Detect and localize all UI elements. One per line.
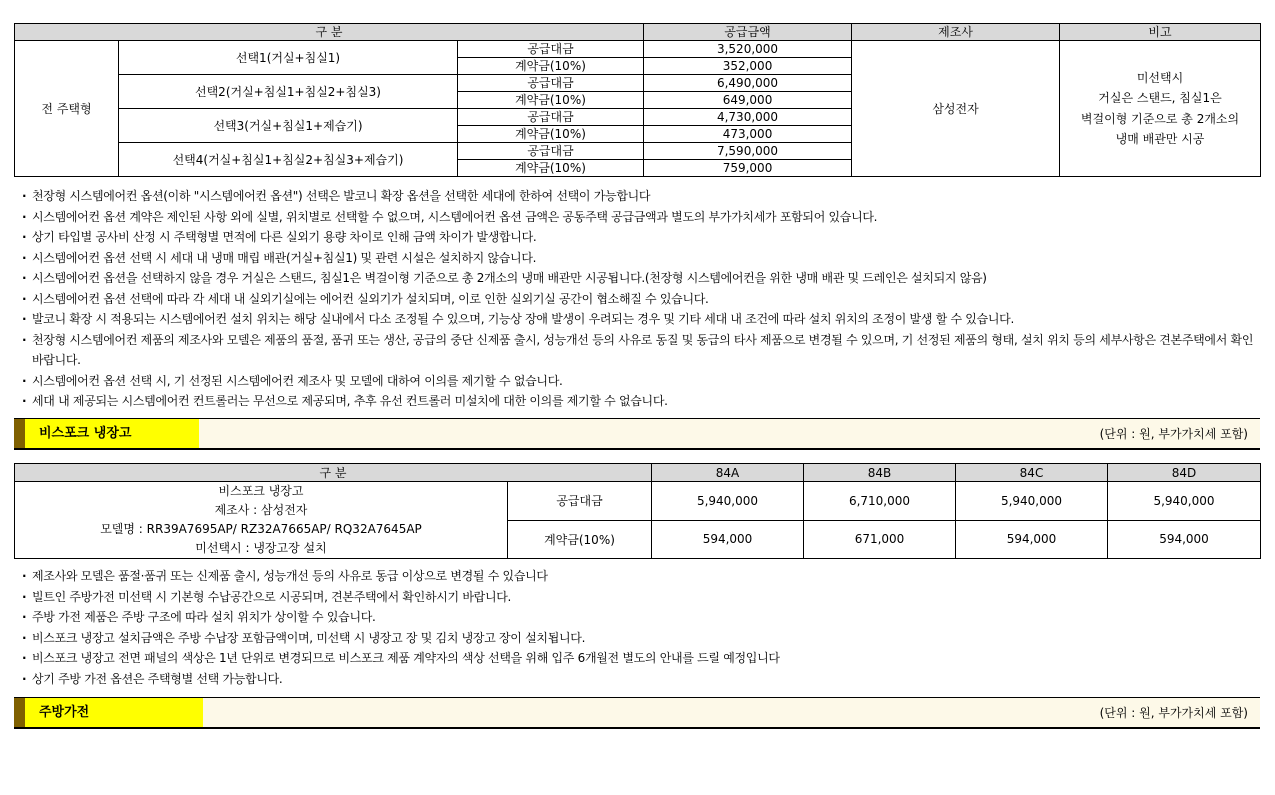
remark-line: 거실은 스탠드, 침실1은 [1098,91,1222,105]
note-item: · 빌트인 주방가전 미선택 시 기본형 수납공간으로 시공되며, 견본주택에서 확인하시기 바랍니다. [14,587,1264,608]
supply-amount: 5,940,000 [1108,482,1261,521]
deposit-label: 계약금(10%) [508,520,652,559]
note-item: · 주방 가전 제품은 주방 구조에 따라 설치 위치가 상이할 수 있습니다. [14,607,1264,628]
unit-label: (단위 : 원, 부가가치세 포함) [1099,427,1248,441]
deposit-amount: 594,000 [652,520,804,559]
section-band-kitchen [14,697,1260,729]
supply-label: 공급대금 [458,75,644,92]
unit-label: (단위 : 원, 부가가치세 포함) [1099,706,1248,720]
header-amount: 공급금액 [644,24,852,41]
row-group-label: 전 주택형 [15,41,119,177]
supply-amount: 5,940,000 [956,482,1108,521]
desc-line: 모델명 : RR39A7695AP/ RZ32A7665AP/ RQ32A7645AP [100,522,422,536]
deposit-amount: 671,000 [804,520,956,559]
deposit-label: 계약금(10%) [458,58,644,75]
note-item: · 세대 내 제공되는 시스템에어컨 컨트롤러는 무선으로 제공되며, 추후 유선 컨트롤러 미설치에 대한 이의를 제기할 수 없습니다. [14,391,1264,412]
option-name: 선택3(거실+침실1+제습기) [119,109,458,143]
header-maker: 제조사 [852,24,1060,41]
deposit-label: 계약금(10%) [458,126,644,143]
deposit-amount: 594,000 [1108,520,1261,559]
note-item: · 비스포크 냉장고 설치금액은 주방 수납장 포함금액이며, 미선택 시 냉장고 장 및 김치 냉장고 장이 설치됩니다. [14,628,1264,649]
header-type: 84D [1108,464,1261,482]
desc-line: 미선택시 : 냉장고장 설치 [195,541,327,555]
deposit-label: 계약금(10%) [458,160,644,177]
supply-amount: 4,730,000 [644,109,852,126]
header-type: 84A [652,464,804,482]
note-item: · 상기 주방 가전 옵션은 주택형별 선택 가능합니다. [14,669,1264,690]
deposit-amount: 759,000 [644,160,852,177]
deposit-label: 계약금(10%) [458,92,644,109]
note-item: · 시스템에어컨 옵션 선택 시 세대 내 냉매 매립 배관(거실+침실1) 및 관련 시설은 설치하지 않습니다. [14,248,1264,269]
supply-amount: 5,940,000 [652,482,804,521]
note-item: · 상기 타입별 공사비 산정 시 주택형별 면적에 다른 실외기 용량 차이로 인해 금액 차이가 발생합니다. [14,227,1264,248]
aircon-option-table [14,23,1261,177]
option-name: 선택2(거실+침실1+침실2+침실3) [119,75,458,109]
deposit-amount: 649,000 [644,92,852,109]
deposit-amount: 473,000 [644,126,852,143]
remark-line: 냉매 배관만 시공 [1115,132,1205,146]
section-title: 주방가전 [25,698,203,727]
note-item: · 시스템에어컨 옵션 선택 시, 기 선정된 시스템에어컨 제조사 및 모델에 대하여 이의를 제기할 수 없습니다. [14,371,1264,392]
header-category: 구 분 [15,24,644,41]
option-name: 선택1(거실+침실1) [119,41,458,75]
supply-label: 공급대금 [458,109,644,126]
remark-line: 미선택시 [1136,70,1184,85]
note-item: · 시스템에어컨 옵션 선택에 따라 각 세대 내 실외기실에는 에어컨 실외기가 설치되며, 이로 인한 실외기실 공간이 협소해질 수 있습니다. [14,289,1264,310]
note-item: · 발코니 확장 시 적용되는 시스템에어컨 설치 위치는 해당 실내에서 다소 조정될 수 있으며, 기능상 장애 발생이 우려되는 경우 및 기타 세대 내 조건에 따라 설치 위치의 조정이 발생 할 수 있습니다. [14,309,1264,330]
note-item: · 비스포크 냉장고 전면 패널의 색상은 1년 단위로 변경되므로 비스포크 제품 계약자의 색상 선택을 위해 입주 6개월전 별도의 안내를 드릴 예정입니다 [14,648,1264,669]
supply-amount: 7,590,000 [644,143,852,160]
deposit-amount: 352,000 [644,58,852,75]
header-type: 84C [956,464,1108,482]
header-category: 구 분 [15,464,652,482]
option-name: 선택4(거실+침실1+침실2+침실3+제습기) [119,143,458,177]
note-item: · 시스템에어컨 옵션 계약은 제인된 사항 외에 실별, 위치별로 선택할 수 없으며, 시스템에어컨 옵션 금액은 공동주택 공급금액과 별도의 부가가치세가 포함되어 있습니다. [14,207,1264,228]
supply-label: 공급대금 [458,41,644,58]
band-accent [14,698,25,727]
remark-cell [1060,41,1261,177]
header-remark: 비고 [1060,24,1261,41]
section-band-bespoke [14,418,1260,450]
aircon-notes [14,186,1264,412]
note-item: · 천장형 시스템에어컨 제품의 제조사와 모델은 제품의 품절, 품귀 또는 생산, 공급의 중단 신제품 출시, 성능개선 등의 사유로 동질 및 동급의 타사 제품으로 변경될 수 있으며, 기 선정된 제품의 형태, 설치 위치 등의 세부사항은 견본주택에서 확인 바랍니다. [14,330,1264,371]
note-item: · 제조사와 모델은 품절·품귀 또는 신제품 출시, 성능개선 등의 사유로 동급 이상으로 변경될 수 있습니다 [14,566,1264,587]
supply-amount: 3,520,000 [644,41,852,58]
band-accent [14,419,25,448]
desc-line: 비스포크 냉장고 [218,484,304,498]
fridge-option-table [14,463,1261,559]
note-item: · 천장형 시스템에어컨 옵션(이하 "시스템에어컨 옵션") 선택은 발코니 확장 옵션을 선택한 세대에 한하여 선택이 가능합니다 [14,186,1264,207]
supply-label: 공급대금 [458,143,644,160]
header-type: 84B [804,464,956,482]
fridge-notes [14,566,1264,689]
deposit-amount: 594,000 [956,520,1108,559]
desc-line: 제조사 : 삼성전자 [214,503,308,517]
supply-amount: 6,490,000 [644,75,852,92]
remark-line: 벽걸이형 기준으로 총 2개소의 [1080,111,1240,126]
fridge-description [15,482,508,559]
section-title: 비스포크 냉장고 [25,419,199,448]
note-item: · 시스템에어컨 옵션을 선택하지 않을 경우 거실은 스탠드, 침실1은 벽걸이형 기준으로 총 2개소의 냉매 배관만 시공됩니다.(천장형 시스템에어컨을 위한 냉매 배관 및 드레인은 설치되지 않음) [14,268,1264,289]
maker-cell: 삼성전자 [852,41,1060,177]
supply-label: 공급대금 [508,482,652,521]
supply-amount: 6,710,000 [804,482,956,521]
